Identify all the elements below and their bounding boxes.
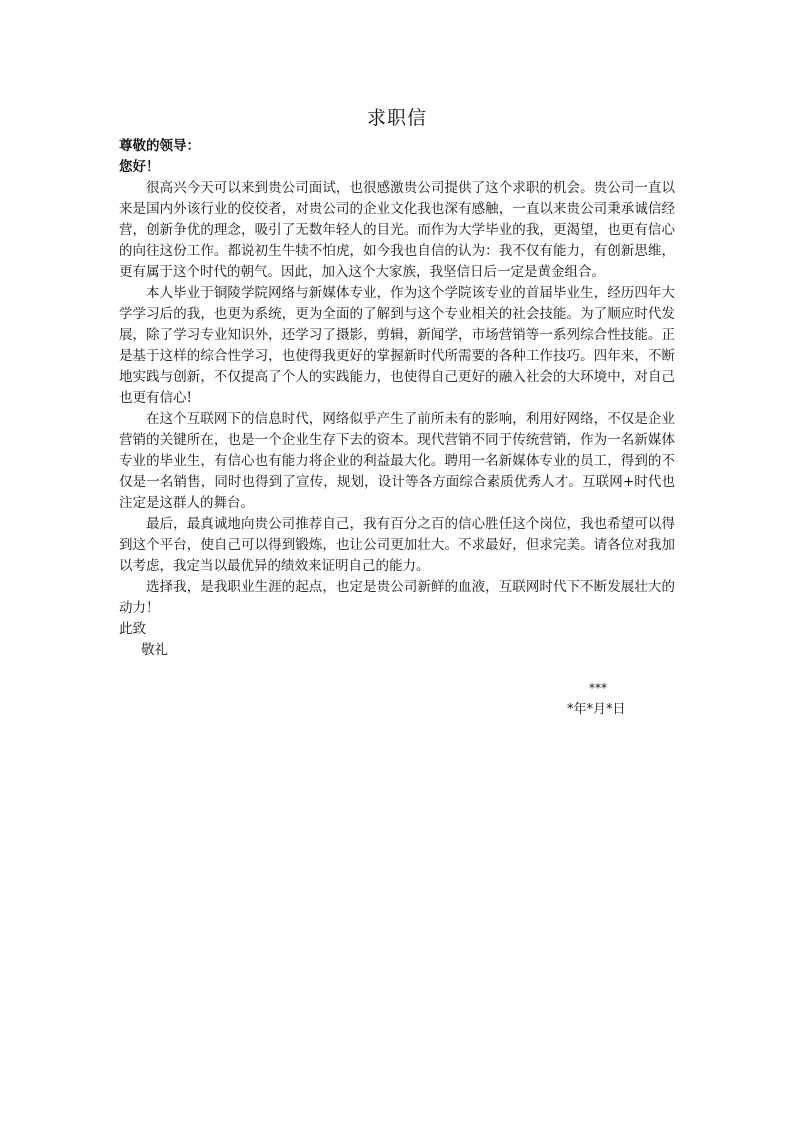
paragraph-2: 本人毕业于铜陵学院网络与新媒体专业，作为这个学院该专业的首届毕业生，经历四年大学学习后的我，也更为系统，更为全面的了解到与这个专业相关的社会技能。为了顺应时代发展，除了学习专业知识外，还学习了摄影，剪辑，新闻学，市场营销等一系列综合性技能。正是基于这样的综合性学习，也使得我更好的掌握新时代所需要的各种工作技巧。四年来，不断地实践与创新，不仅提高了个人的实践能力，也使得自己更好的融入社会的大环境中，对自己也更有信心!: [119, 285, 675, 406]
letter-title: 求职信: [366, 107, 427, 129]
salute: 敬礼: [141, 642, 168, 658]
closing: 此致: [119, 621, 146, 637]
letter-date: *年*月*日: [567, 702, 626, 717]
letter-body: [119, 100, 675, 661]
paragraph-4: 最后，最真诚地向贵公司推荐自己，我有百分之百的信心胜任这个岗位，我也希望可以得到这个平台，使自己可以得到锻炼，也让公司更加壮大。不求最好，但求完美。请各位对我加以考虑，我定当以最优异的绩效来证明自己的能力。: [119, 516, 675, 574]
signature: ***: [589, 681, 607, 695]
greeting: 您好！: [119, 159, 160, 175]
salutation: 尊敬的领导：: [119, 138, 200, 154]
paragraph-3: 在这个互联网下的信息时代，网络似乎产生了前所未有的影响，利用好网络，不仅是企业营销的关键所在，也是一个企业生存下去的资本。现代营销不同于传统营销，作为一名新媒体专业的毕业生，有信心也有能力将企业的利益最大化。聘用一名新媒体专业的员工，得到的不仅是一名销售，同时也得到了宣传，规划，设计等各方面综合素质优秀人才。互联网+时代也注定是这群人的舞台。: [119, 411, 675, 511]
paragraph-5: 选择我，是我职业生涯的起点，也定是贵公司新鲜的血液，互联网时代下不断发展壮大的动力！: [119, 579, 675, 616]
paragraph-1: 很高兴今天可以来到贵公司面试，也很感激贵公司提供了这个求职的机会。贵公司一直以来是国内外该行业的佼佼者，对贵公司的企业文化我也深有感触，一直以来贵公司秉承诚信经营，创新争优的理念，吸引了无数年轻人的目光。而作为大学毕业的我，更渴望，也更有信心的向往这份工作。都说初生牛犊不怕虎，如今我也自信的认为：我不仅有能力，有创新思维，更有属于这个时代的朝气。因此，加入这个大家族，我坚信日后一定是黄金组合。: [119, 180, 675, 280]
